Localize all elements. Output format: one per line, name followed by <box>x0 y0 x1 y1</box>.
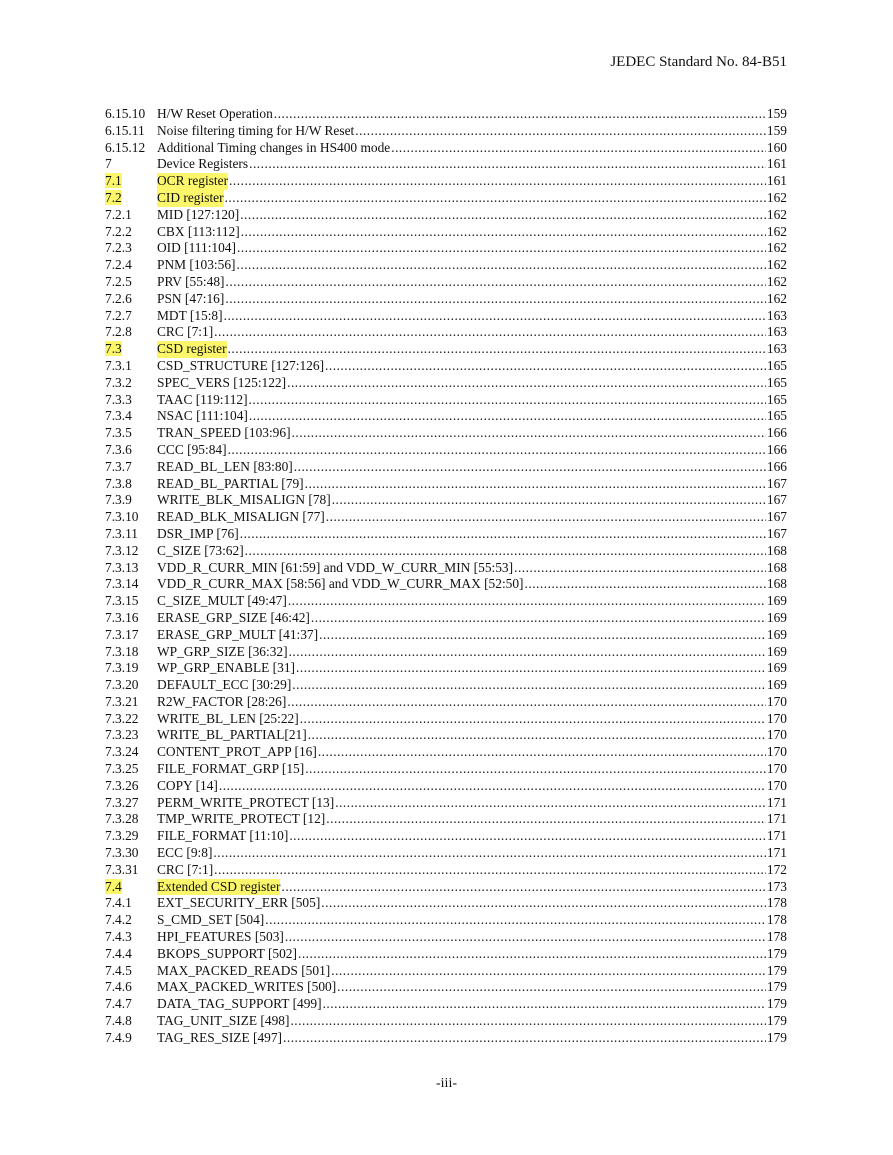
section-number: 7.3.21 <box>105 693 139 709</box>
section-title: Additional Timing changes in HS400 mode <box>157 139 391 155</box>
dot-leader <box>319 627 766 644</box>
dot-leader <box>525 576 766 593</box>
page-number: 169 <box>766 660 787 676</box>
page-number: 165 <box>766 408 787 424</box>
dot-leader <box>228 341 766 358</box>
toc-entry[interactable] <box>105 744 787 761</box>
section-number: 7.3.20 <box>105 677 139 693</box>
page-number: 179 <box>766 945 787 961</box>
toc-entry[interactable] <box>105 627 787 644</box>
page-number: 170 <box>766 727 787 743</box>
section-number: 7.4.6 <box>105 979 132 995</box>
page-number: 168 <box>766 576 787 592</box>
dot-leader <box>283 1030 766 1047</box>
section-number: 7.3.10 <box>105 509 139 525</box>
section-title: WP_GRP_ENABLE [31] <box>157 660 295 676</box>
page-number: 171 <box>766 811 787 827</box>
dot-leader <box>237 240 766 257</box>
page-number: 170 <box>766 761 787 777</box>
section-title: FILE_FORMAT_GRP [15] <box>157 761 305 777</box>
dot-leader <box>326 811 766 828</box>
toc-entry[interactable] <box>105 644 787 661</box>
toc-entry[interactable] <box>105 274 787 291</box>
section-number: 7.3.17 <box>105 626 139 642</box>
page-number: 160 <box>766 139 787 155</box>
dot-leader <box>300 711 766 728</box>
page-number: 162 <box>766 223 787 239</box>
section-number: 7.2.6 <box>105 290 132 306</box>
section-title: MAX_PACKED_WRITES [500] <box>157 979 337 995</box>
dot-leader <box>332 492 766 509</box>
toc-entry[interactable] <box>105 106 787 123</box>
toc-entry[interactable] <box>105 778 787 795</box>
toc-entry[interactable] <box>105 677 787 694</box>
dot-leader <box>240 526 766 543</box>
toc-entry[interactable] <box>105 845 787 862</box>
section-number: 6.15.10 <box>105 106 146 121</box>
section-title: PNM [103:56] <box>157 257 236 273</box>
toc-entry[interactable] <box>105 392 787 409</box>
dot-leader <box>298 946 766 963</box>
page-number: 173 <box>766 878 787 894</box>
dot-leader <box>308 727 766 744</box>
toc-entry[interactable] <box>105 375 787 392</box>
section-number: 7.3.1 <box>105 357 132 373</box>
toc-entry[interactable] <box>105 1030 787 1047</box>
dot-leader <box>237 257 766 274</box>
dot-leader <box>294 459 766 476</box>
section-title: Extended CSD register <box>157 878 281 894</box>
page-number: 159 <box>766 106 787 121</box>
section-title: ERASE_GRP_MULT [41:37] <box>157 626 319 642</box>
section-title: TAG_UNIT_SIZE [498] <box>157 1013 290 1029</box>
document-header: JEDEC Standard No. 84-B51 <box>610 54 787 70</box>
toc-entry[interactable] <box>105 408 787 425</box>
section-number: 7.3.7 <box>105 458 132 474</box>
toc-entry[interactable] <box>105 324 787 341</box>
dot-leader <box>281 879 765 896</box>
section-title: NSAC [111:104] <box>157 408 248 424</box>
page-number: 169 <box>766 593 787 609</box>
toc-entry[interactable] <box>105 173 787 190</box>
toc-entry[interactable] <box>105 509 787 526</box>
page-number: 165 <box>766 357 787 373</box>
section-number: 7.3.13 <box>105 559 139 575</box>
section-title: CRC [7:1] <box>157 861 214 877</box>
section-title: OID [111:104] <box>157 240 236 256</box>
dot-leader <box>226 274 766 291</box>
section-title: CID register <box>157 189 224 205</box>
page-number: 162 <box>766 206 787 222</box>
section-number: 7.2.3 <box>105 240 132 256</box>
section-number: 7.3.23 <box>105 727 139 743</box>
toc-entry[interactable] <box>105 123 787 140</box>
section-title: S_CMD_SET [504] <box>157 912 265 928</box>
toc-entry[interactable] <box>105 526 787 543</box>
dot-leader <box>355 123 766 140</box>
section-number: 7.3.6 <box>105 441 132 457</box>
page-number: 170 <box>766 777 787 793</box>
toc-entry[interactable] <box>105 660 787 677</box>
toc-entry[interactable] <box>105 140 787 157</box>
toc-entry[interactable] <box>105 727 787 744</box>
toc-entry[interactable] <box>105 811 787 828</box>
dot-leader <box>245 543 766 560</box>
section-title: CBX [113:112] <box>157 223 240 239</box>
page-number: 167 <box>766 509 787 525</box>
dot-leader <box>274 106 766 123</box>
toc-entry[interactable] <box>105 828 787 845</box>
section-title: WP_GRP_SIZE [36:32] <box>157 643 288 659</box>
page-number: 179 <box>766 1029 787 1045</box>
dot-leader <box>323 996 766 1013</box>
section-title: HPI_FEATURES [503] <box>157 929 284 945</box>
section-number: 7.3.27 <box>105 794 139 810</box>
toc-entry[interactable] <box>105 895 787 912</box>
dot-leader <box>325 358 766 375</box>
section-title: BKOPS_SUPPORT [502] <box>157 945 297 961</box>
section-title: EXT_SECURITY_ERR [505] <box>157 895 321 911</box>
section-title: READ_BLK_MISALIGN [77] <box>157 509 325 525</box>
dot-leader <box>225 190 766 207</box>
page-number: 170 <box>766 744 787 760</box>
page-number: 165 <box>766 391 787 407</box>
page-number: 179 <box>766 996 787 1012</box>
section-number: 7.2.7 <box>105 307 132 323</box>
page-number: 167 <box>766 525 787 541</box>
section-number: 7.3.14 <box>105 576 139 592</box>
page-number: 166 <box>766 425 787 441</box>
dot-leader <box>287 694 766 711</box>
dot-leader <box>514 560 766 577</box>
page-number: 168 <box>766 559 787 575</box>
section-number: 7.3.16 <box>105 609 139 625</box>
dot-leader <box>213 845 765 862</box>
dot-leader <box>305 761 766 778</box>
page-number: 168 <box>766 542 787 558</box>
section-title: C_SIZE [73:62] <box>157 542 244 558</box>
toc-entry[interactable] <box>105 358 787 375</box>
section-title: CSD register <box>157 341 227 357</box>
toc-entry[interactable] <box>105 341 787 358</box>
section-number: 7.4.2 <box>105 912 132 928</box>
page-number-footer: -iii- <box>436 1076 457 1091</box>
section-number: 7.3.8 <box>105 475 132 491</box>
section-number: 7.3.22 <box>105 710 139 726</box>
toc-entry[interactable] <box>105 560 787 577</box>
section-number: 7.4.1 <box>105 895 132 911</box>
toc-entry[interactable] <box>105 156 787 173</box>
page-number: 179 <box>766 962 787 978</box>
section-title: WRITE_BLK_MISALIGN [78] <box>157 492 331 508</box>
toc-entry[interactable] <box>105 711 787 728</box>
highlighted-section-number: 7.2 <box>105 189 122 205</box>
dot-leader <box>335 795 766 812</box>
dot-leader <box>241 224 766 241</box>
dot-leader <box>305 476 766 493</box>
section-number: 7.4.5 <box>105 962 132 978</box>
toc-entry[interactable] <box>105 442 787 459</box>
page-number: 162 <box>766 240 787 256</box>
section-title: TAG_RES_SIZE [497] <box>157 1029 283 1045</box>
dot-leader <box>289 828 766 845</box>
page-number: 169 <box>766 677 787 693</box>
dot-leader <box>337 979 766 996</box>
section-title: PSN [47:16] <box>157 290 225 306</box>
section-number <box>105 190 157 207</box>
toc-entry[interactable] <box>105 459 787 476</box>
page-number: 162 <box>766 290 787 306</box>
section-number: 7.3.31 <box>105 861 139 877</box>
page-number: 163 <box>766 341 787 357</box>
toc-entry[interactable] <box>105 207 787 224</box>
section-title: MDT [15:8] <box>157 307 223 323</box>
dot-leader <box>214 324 766 341</box>
section-title: TAAC [119:112] <box>157 391 248 407</box>
dot-leader <box>292 677 766 694</box>
section-number: 7.4.9 <box>105 1029 132 1045</box>
toc-entry[interactable] <box>105 593 787 610</box>
page-number: 169 <box>766 609 787 625</box>
section-title: CRC [7:1] <box>157 324 214 340</box>
section-title: WRITE_BL_PARTIAL[21] <box>157 727 307 743</box>
section-title: R2W_FACTOR [28:26] <box>157 693 287 709</box>
section-number: 7.3.15 <box>105 593 139 609</box>
toc-entry[interactable] <box>105 996 787 1013</box>
toc-entry[interactable] <box>105 1013 787 1030</box>
dot-leader <box>249 156 766 173</box>
section-title: ERASE_GRP_SIZE [46:42] <box>157 609 310 625</box>
section-title: PRV [55:48] <box>157 273 225 289</box>
section-title: DSR_IMP [76] <box>157 525 239 541</box>
section-number: 7.3.19 <box>105 660 139 676</box>
toc-entry[interactable] <box>105 425 787 442</box>
section-title: CSD_STRUCTURE [127:126] <box>157 357 325 373</box>
section-number: 6.15.11 <box>105 122 145 138</box>
section-title: PERM_WRITE_PROTECT [13] <box>157 794 335 810</box>
section-number: 7.3.26 <box>105 777 139 793</box>
toc-entry[interactable] <box>105 946 787 963</box>
section-title: READ_BL_PARTIAL [79] <box>157 475 304 491</box>
toc-entry[interactable] <box>105 795 787 812</box>
dot-leader <box>214 862 766 879</box>
page-number: 166 <box>766 458 787 474</box>
dot-leader <box>321 895 766 912</box>
page-number: 179 <box>766 979 787 995</box>
section-number: 7.3.11 <box>105 525 138 541</box>
dot-leader <box>318 744 766 761</box>
section-title: H/W Reset Operation <box>157 106 273 121</box>
table-of-contents <box>105 106 787 1047</box>
section-number: 7.4.8 <box>105 1013 132 1029</box>
section-number: 7.3.25 <box>105 761 139 777</box>
section-title: CONTENT_PROT_APP [16] <box>157 744 317 760</box>
dot-leader <box>219 778 766 795</box>
section-title: WRITE_BL_LEN [25:22] <box>157 710 299 726</box>
section-title: VDD_R_CURR_MIN [61:59] and VDD_W_CURR_MIN [55:53] <box>157 559 514 575</box>
page-number: 159 <box>766 122 787 138</box>
section-number: 7.4.4 <box>105 945 132 961</box>
section-title: CCC [95:84] <box>157 441 227 457</box>
dot-leader <box>292 425 766 442</box>
highlighted-section-number: 7.1 <box>105 173 122 189</box>
toc-entry[interactable] <box>105 543 787 560</box>
toc-entry[interactable] <box>105 224 787 241</box>
section-number: 7.3.30 <box>105 845 139 861</box>
section-title: VDD_R_CURR_MAX [58:56] and VDD_W_CURR_MAX [52:50] <box>157 576 524 592</box>
page-number: 178 <box>766 912 787 928</box>
page-number: 179 <box>766 1013 787 1029</box>
page-number: 161 <box>766 156 787 172</box>
page-number: 167 <box>766 492 787 508</box>
section-number: 7.3.12 <box>105 542 139 558</box>
toc-entry[interactable] <box>105 963 787 980</box>
section-number: 7.3.28 <box>105 811 139 827</box>
page-number: 161 <box>766 173 787 189</box>
dot-leader <box>287 375 766 392</box>
section-title: TMP_WRITE_PROTECT [12] <box>157 811 326 827</box>
section-number: 7.3.4 <box>105 408 132 424</box>
dot-leader <box>224 308 766 325</box>
page-number: 162 <box>766 257 787 273</box>
section-title: READ_BL_LEN [83:80] <box>157 458 293 474</box>
section-title: MAX_PACKED_READS [501] <box>157 962 331 978</box>
section-number: 7.2.4 <box>105 257 132 273</box>
page-number: 178 <box>766 895 787 911</box>
section-number: 7.2.8 <box>105 324 132 340</box>
section-number: 7.3.2 <box>105 374 132 390</box>
dot-leader <box>296 660 766 677</box>
toc-entry[interactable] <box>105 476 787 493</box>
page-number: 169 <box>766 626 787 642</box>
page-number: 172 <box>766 861 787 877</box>
dot-leader <box>289 644 766 661</box>
section-number: 7.2.5 <box>105 273 132 289</box>
toc-entry[interactable] <box>105 929 787 946</box>
section-number: 7.3.29 <box>105 828 139 844</box>
dot-leader <box>249 392 766 409</box>
page-number: 171 <box>766 828 787 844</box>
section-number: 7.3.5 <box>105 425 132 441</box>
page-number: 178 <box>766 929 787 945</box>
section-number: 7 <box>105 156 112 172</box>
section-number: 7.2.2 <box>105 223 132 239</box>
dot-leader <box>391 140 766 157</box>
section-number: 7.3.24 <box>105 744 139 760</box>
dot-leader <box>265 912 766 929</box>
dot-leader <box>229 173 766 190</box>
section-number: 7.3.9 <box>105 492 132 508</box>
toc-entry[interactable] <box>105 576 787 593</box>
section-number <box>105 341 157 358</box>
toc-entry[interactable] <box>105 979 787 996</box>
page-number: 162 <box>766 189 787 205</box>
section-title: Device Registers <box>157 156 249 172</box>
toc-entry[interactable] <box>105 761 787 778</box>
toc-entry[interactable] <box>105 912 787 929</box>
dot-leader <box>225 291 766 308</box>
section-number <box>105 879 157 896</box>
section-number: 7.3.3 <box>105 391 132 407</box>
toc-entry[interactable] <box>105 240 787 257</box>
dot-leader <box>290 1013 765 1030</box>
toc-entry[interactable] <box>105 190 787 207</box>
dot-leader <box>326 509 766 526</box>
section-title: OCR register <box>157 173 229 189</box>
section-title: ECC [9:8] <box>157 845 213 861</box>
highlighted-section-number: 7.4 <box>105 878 122 894</box>
section-title: Noise filtering timing for H/W Reset <box>157 122 355 138</box>
dot-leader <box>311 610 766 627</box>
dot-leader <box>249 408 766 425</box>
section-number <box>105 173 157 190</box>
section-title: TRAN_SPEED [103:96] <box>157 425 291 441</box>
page-number: 171 <box>766 794 787 810</box>
page-number: 163 <box>766 324 787 340</box>
toc-entry[interactable] <box>105 257 787 274</box>
dot-leader <box>331 963 766 980</box>
page-number: 162 <box>766 273 787 289</box>
toc-entry[interactable] <box>105 492 787 509</box>
section-title: DATA_TAG_SUPPORT [499] <box>157 996 322 1012</box>
section-number: 7.4.7 <box>105 996 132 1012</box>
toc-entry[interactable] <box>105 308 787 325</box>
highlighted-section-number: 7.3 <box>105 341 122 357</box>
toc-entry[interactable] <box>105 879 787 896</box>
page-number: 166 <box>766 441 787 457</box>
section-title: SPEC_VERS [125:122] <box>157 374 287 390</box>
page-number: 163 <box>766 307 787 323</box>
toc-entry[interactable] <box>105 291 787 308</box>
page-number: 170 <box>766 710 787 726</box>
dot-leader <box>288 593 766 610</box>
page-number: 171 <box>766 845 787 861</box>
section-number: 7.2.1 <box>105 206 132 222</box>
dot-leader <box>240 207 766 224</box>
toc-entry[interactable] <box>105 862 787 879</box>
dot-leader <box>285 929 766 946</box>
section-title: COPY [14] <box>157 777 218 793</box>
page-number: 165 <box>766 374 787 390</box>
toc-entry[interactable] <box>105 694 787 711</box>
section-number: 7.3.18 <box>105 643 139 659</box>
section-title: MID [127:120] <box>157 206 240 222</box>
section-title: C_SIZE_MULT [49:47] <box>157 593 287 609</box>
section-title: DEFAULT_ECC [30:29] <box>157 677 292 693</box>
dot-leader <box>228 442 766 459</box>
section-number: 6.15.12 <box>105 139 146 155</box>
page-number: 170 <box>766 693 787 709</box>
toc-entry[interactable] <box>105 610 787 627</box>
page-number: 167 <box>766 475 787 491</box>
section-title: FILE_FORMAT [11:10] <box>157 828 289 844</box>
section-number: 7.4.3 <box>105 929 132 945</box>
page-number: 169 <box>766 643 787 659</box>
